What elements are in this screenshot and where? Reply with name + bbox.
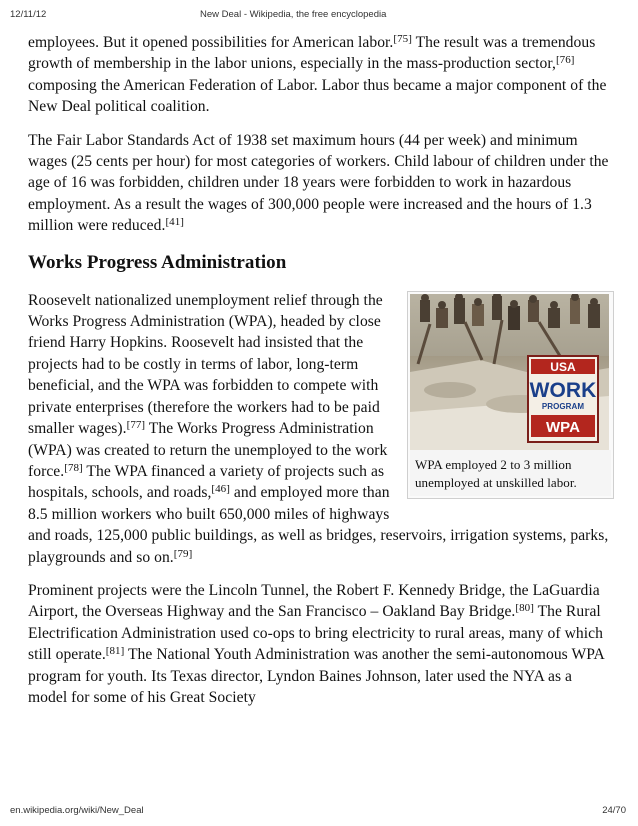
figure-caption: WPA employed 2 to 3 million unemployed at unskilled labor. xyxy=(410,450,611,496)
citation-76[interactable]: [76] xyxy=(555,54,575,67)
citation-79[interactable]: [79] xyxy=(173,547,193,560)
wpa-figure xyxy=(407,291,614,499)
citation-78[interactable]: [78] xyxy=(64,461,83,474)
sign-text-program: PROGRAM xyxy=(541,401,585,411)
citation-81[interactable]: [81] xyxy=(105,645,125,658)
paragraph-fair-labor: The Fair Labor Standards Act of 1938 set maximum hours (44 per week) and minimum wages (25 cents per hour) for most categories of workers. Child labour of children under the age of 16 was forbidden, children under 18 years were forbidden to work in hazardous employment. As a result the wages of 300,000 people were increased and the hours of 1.3 million were reduced.[41] xyxy=(28,131,609,235)
sign-text-wpa: WPA xyxy=(545,418,581,436)
citation-77[interactable]: [77] xyxy=(126,419,146,432)
print-date: 12/11/12 xyxy=(10,9,47,20)
citation-46[interactable]: [46] xyxy=(211,483,230,496)
print-url: en.wikipedia.org/wiki/New_Deal xyxy=(10,805,144,816)
section-heading-wpa: Works Progress Administration xyxy=(28,251,287,273)
print-page-number: 24/70 xyxy=(602,805,626,816)
paragraph-projects: Prominent projects were the Lincoln Tunnel, the Robert F. Kennedy Bridge, the LaGuardia Airport, the Overseas Highway and the San Francisco – Oakland Bay Bridge.[80] The Rural Electrification Administration used co-ops to bring electricity to rural areas, many of which still operate.[81] The National Youth Administration was another the semi-autonomous WPA program for youth. Its Texas director, Lyndon Baines Johnson, later used the NYA as a model for some of his Great Society xyxy=(28,581,604,706)
sign-text-work: WORK xyxy=(529,378,597,402)
wpa-photo[interactable] xyxy=(410,294,609,450)
paragraph-labor: employees. But it opened possibilities for American labor.[75] The result was a tremendous growth of membership in the labor unions, especially in the mass-production sector,[76] composing the American Federation of Labor. Labor thus became a major component of the New Deal political coalition. xyxy=(28,33,607,116)
citation-75[interactable]: [75] xyxy=(393,33,412,45)
citation-80[interactable]: [80] xyxy=(515,602,534,615)
paragraph-wpa: Roosevelt nationalized unemployment relief through the Works Progress Administration (WPA), headed by close friend Harry Hopkins. Roosevelt had insisted that the projects had to be costly in terms of labor, long-term beneficial, and the WPA was forbidden to compete with private enterprises (therefore the workers had to be paid smaller wages).[77] The Works Progress Administration (WPA) was created to return the unemployed to the work force.[78] The WPA financed a variety of projects such as hospitals, schools, and roads,[46] and employed more than 8.5 million workers who built 650,000 miles of highways and roads, 125,000 public buildings, as well as bridges, reservoirs, irrigation systems, parks, playgrounds and so on.[79] xyxy=(28,291,609,566)
wpa-sign xyxy=(528,356,598,442)
sign-text-usa: USA xyxy=(550,359,576,374)
print-page-title: New Deal - Wikipedia, the free encyclopedia xyxy=(200,9,387,20)
article-body xyxy=(28,32,614,720)
citation-41[interactable]: [41] xyxy=(165,216,184,229)
